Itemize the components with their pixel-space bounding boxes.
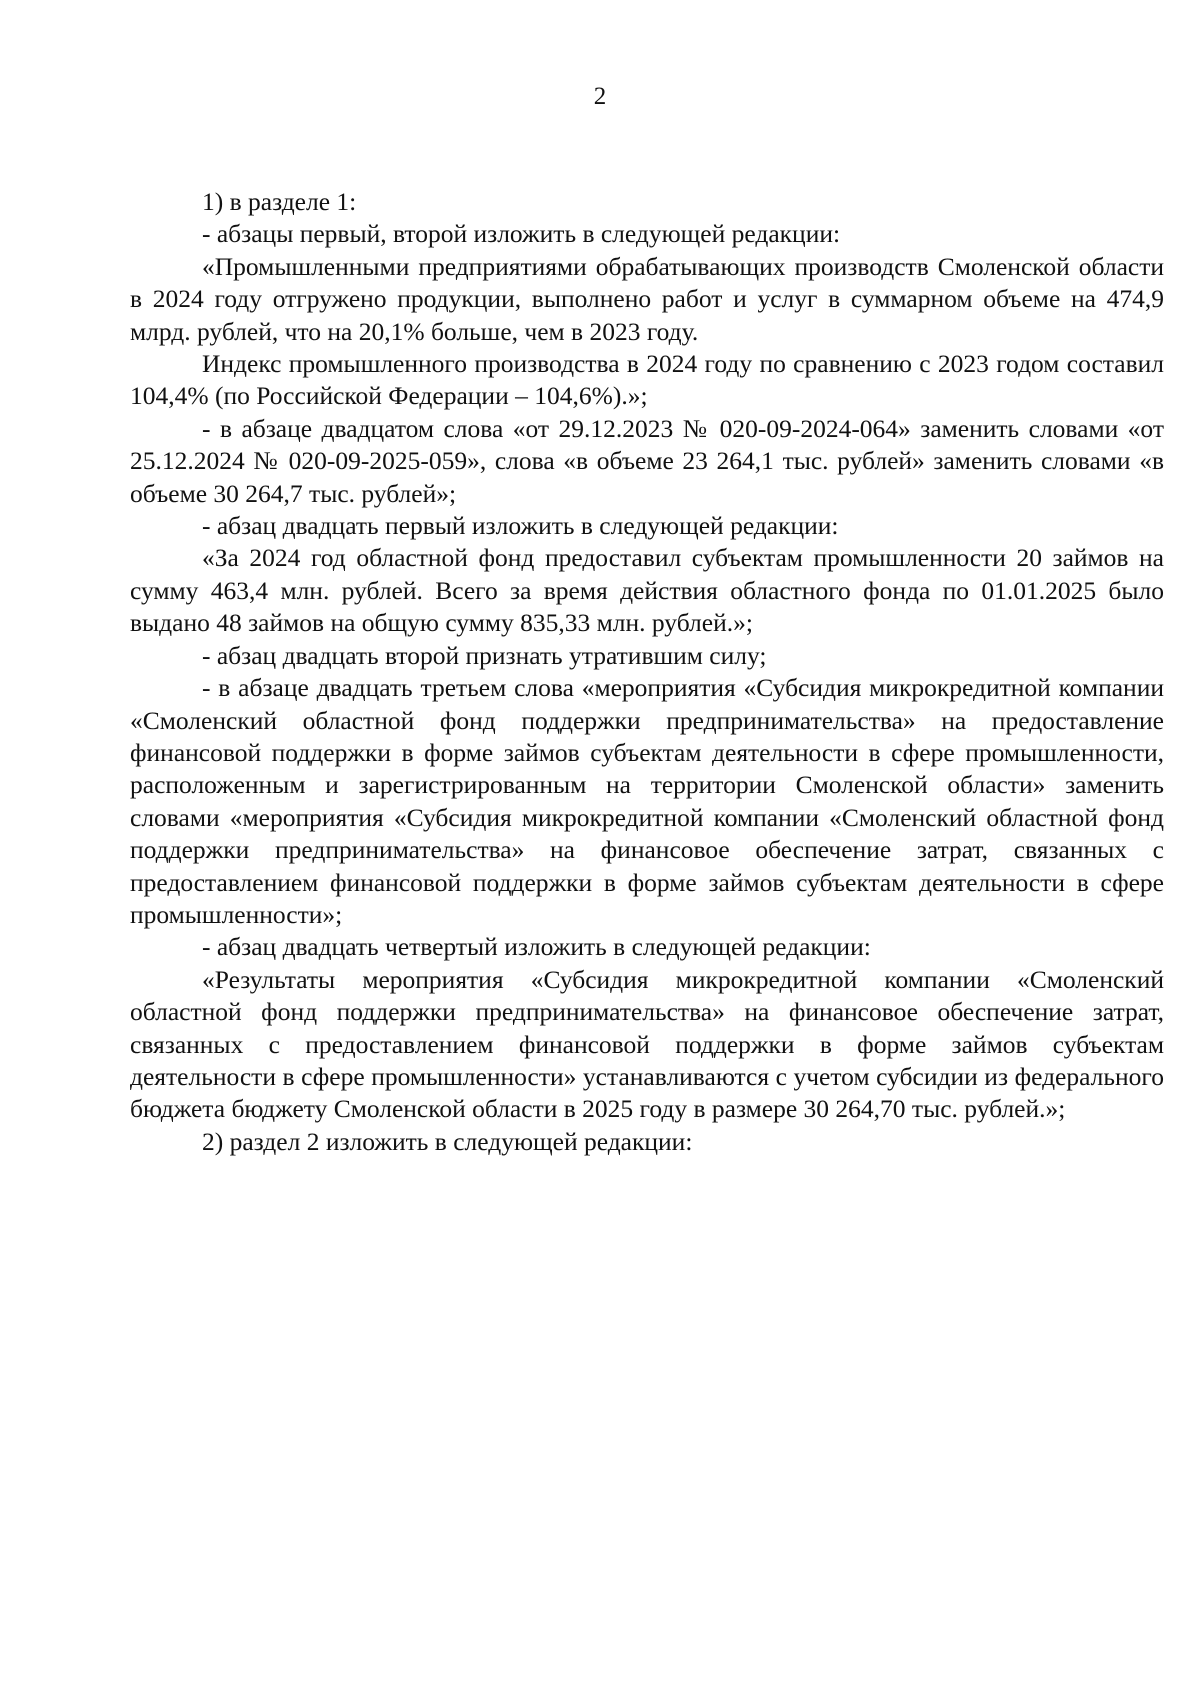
paragraph-industry-output: «Промышленными предприятиями обрабатывающих производств Смоленской области в 2024 году отгружено продукции, выполнено работ и услуг в суммарном объеме на 474,9 млрд. рублей, что на 20,1% больше, чем в 2023 году. [130, 251, 1164, 346]
paragraph-regional-fund-loans: «За 2024 год областной фонд предоставил субъектам промышленности 20 займов на сумму 463,4 млн. рублей. Всего за время действия областного фонда по 01.01.2025 было выдано 48 займов на общую сумму 835,33 млн. рублей.»; [130, 543, 1164, 638]
paragraph-first-second-abzacy: - абзацы первый, второй изложить в следующей редакции: [202, 219, 841, 249]
paragraph-abzac-22: - абзац двадцать второй признать утратившим силу; [202, 640, 767, 670]
paragraph-abzac-20: - в абзаце двадцатом слова «от 29.12.2023 № 020-09-2024-064» заменить словами «от 25.12.2024 № 020-09-2025-059», слова «в объеме 23 264,1 тыс. рублей» заменить словами «в объеме 30 264,7 тыс. рублей»; [130, 413, 1164, 508]
paragraph-results-measure: «Результаты мероприятия «Субсидия микрокредитной компании «Смоленский областной фонд поддержки предпринимательства» на финансовое обеспечение затрат, связанных с предоставлением финансовой поддержки в форме займов субъектам деятельности в сфере промышленности» устанавливаются с учетом субсидии из федерального бюджета бюджету Смоленской области в 2025 году в размере 30 264,70 тыс. рублей.»; [130, 964, 1164, 1124]
paragraph-section-1: 1) в разделе 1: [202, 187, 357, 216]
page-number: 2 [593, 83, 607, 110]
paragraph-abzac-24-intro: - абзац двадцать четвертый изложить в следующей редакции: [202, 932, 871, 962]
paragraph-abzac-23: - в абзаце двадцать третьем слова «мероприятия «Субсидия микрокредитной компании «Смоленский областной фонд поддержки предпринимательства» на предоставление финансовой поддержки в форме займов субъектам деятельности в сфере промышленности, расположенным и зарегистрированным на территории Смоленской области» заменить словами «мероприятия «Субсидия микрокредитной компании «Смоленский областной фонд поддержки предпринимательства» на финансовое обеспечение затрат, связанных с предоставлением финансовой поддержки в форме займов субъектам деятельности в сфере промышленности»; [130, 673, 1164, 929]
paragraph-section-2: 2) раздел 2 изложить в следующей редакции: [202, 1126, 693, 1156]
paragraph-abzac-21-intro: - абзац двадцать первый изложить в следующей редакции: [202, 511, 839, 541]
document-body [130, 186, 1164, 1158]
paragraph-industrial-index: Индекс промышленного производства в 2024 году по сравнению с 2023 годом составил 104,4% (по Российской Федерации – 104,6%).»; [130, 349, 1164, 411]
